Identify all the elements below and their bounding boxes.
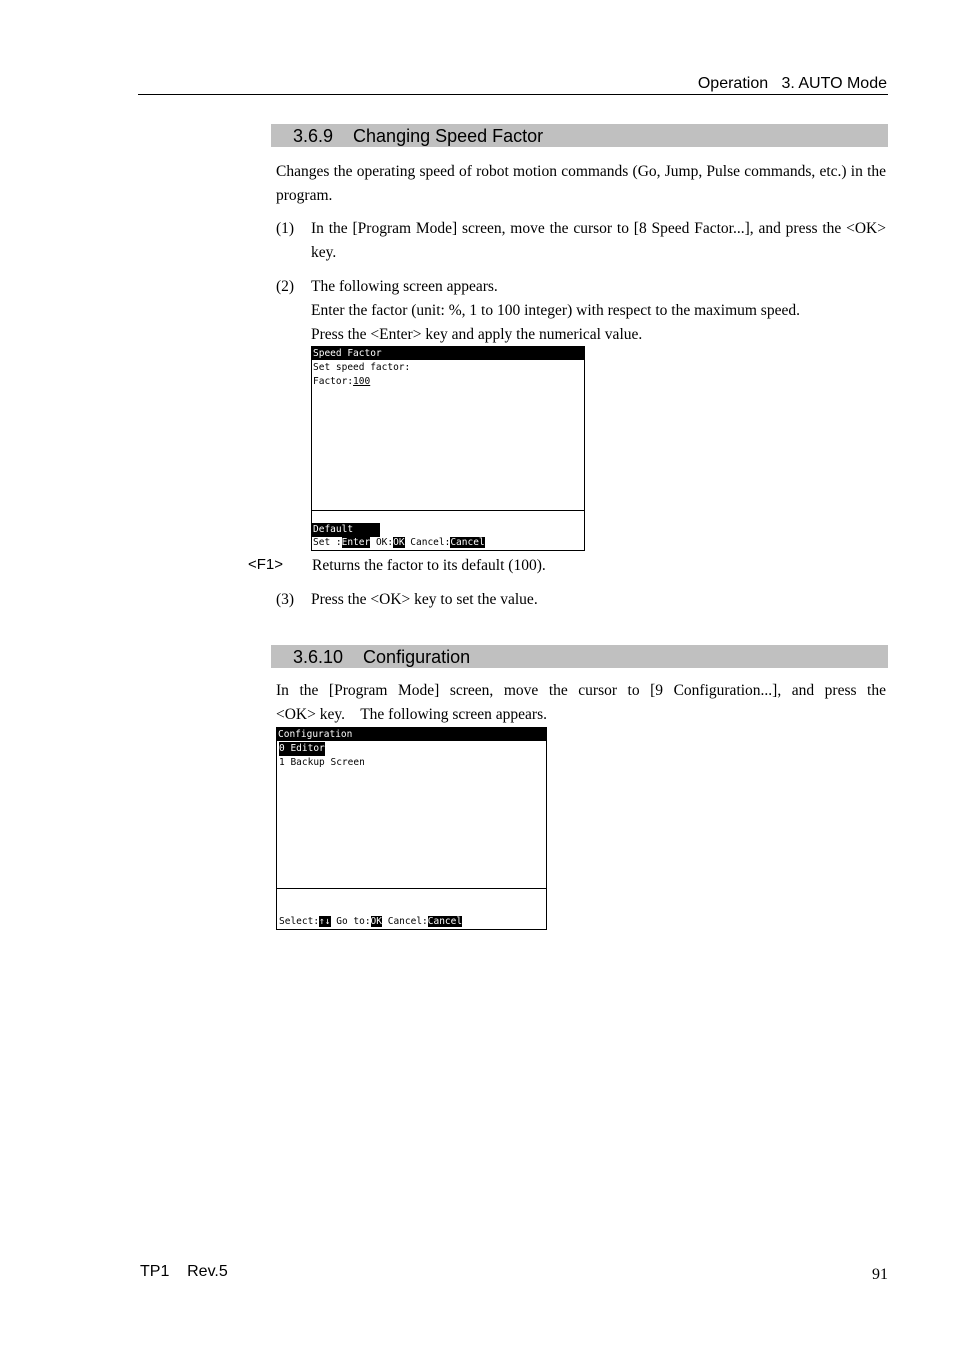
step-text-line: The following screen appears. bbox=[311, 278, 498, 295]
running-header: Operation 3. AUTO Mode bbox=[697, 75, 887, 92]
cancel-key[interactable]: Cancel bbox=[427, 916, 463, 927]
intro-line: <OK> key. The following screen appears. bbox=[276, 706, 548, 723]
ok-key[interactable]: OK bbox=[393, 537, 405, 548]
step-text-line: Enter the factor (unit: %, 1 to 100 integer) with respect to the maximum speed. bbox=[311, 302, 800, 319]
page-number: 91 bbox=[872, 1266, 888, 1283]
cancel-label: Cancel: bbox=[404, 537, 451, 548]
factor-input[interactable]: 100 bbox=[353, 376, 371, 387]
key-guide-row bbox=[313, 536, 485, 550]
configuration-screen bbox=[276, 727, 547, 930]
select-label: Select: bbox=[279, 916, 320, 927]
menu-item-editor[interactable]: 0 Editor bbox=[279, 743, 325, 754]
factor-label: Factor: bbox=[313, 376, 354, 387]
key-guide-row bbox=[279, 915, 462, 929]
section-title: 3.6.9 Changing Speed Factor bbox=[293, 126, 544, 146]
arrow-keys-icon[interactable]: ↑↓ bbox=[319, 916, 331, 927]
menu-item-backup-screen[interactable]: 1 Backup Screen bbox=[279, 757, 365, 768]
f1-description: Returns the factor to its default (100). bbox=[312, 557, 546, 574]
speed-factor-screen bbox=[311, 346, 585, 551]
screen-separator bbox=[312, 510, 584, 511]
step-text-line: Press the <Enter> key and apply the numerical value. bbox=[311, 326, 643, 343]
screen-separator bbox=[277, 888, 546, 889]
default-softkey[interactable]: Default bbox=[312, 523, 380, 537]
factor-row bbox=[313, 375, 370, 389]
section-title: 3.6.10 Configuration bbox=[293, 647, 471, 667]
screen-title: Configuration bbox=[277, 728, 546, 741]
header-rule bbox=[138, 94, 888, 95]
f1-key-label: <F1> bbox=[248, 556, 284, 573]
screen-title: Speed Factor bbox=[312, 347, 584, 360]
step-text: Press the <OK> key to set the value. bbox=[311, 591, 538, 608]
intro-paragraph: Changes the operating speed of robot motion commands (Go, Jump, Pulse commands, etc.) in the program. bbox=[276, 163, 886, 204]
footer-doc-id: TP1 Rev.5 bbox=[140, 1263, 228, 1280]
enter-key[interactable]: Enter bbox=[341, 537, 371, 548]
step-text: In the [Program Mode] screen, move the cursor to [8 Speed Factor...], and press the <OK> key. bbox=[311, 220, 886, 261]
step-number: (2) bbox=[276, 278, 295, 295]
section-heading-bar bbox=[271, 124, 888, 147]
cancel-label: Cancel: bbox=[382, 916, 428, 927]
intro-line: In the [Program Mode] screen, move the cursor to [9 Configuration...], and press the bbox=[276, 682, 886, 699]
step-number: (3) bbox=[276, 591, 295, 608]
section-heading-bar bbox=[271, 645, 888, 668]
ok-key[interactable]: OK bbox=[370, 916, 382, 927]
goto-label: Go to: bbox=[330, 916, 371, 927]
set-label: Set : bbox=[313, 537, 342, 548]
cancel-key[interactable]: Cancel bbox=[450, 537, 485, 548]
ok-label: OK: bbox=[370, 537, 394, 548]
screen-prompt: Set speed factor: bbox=[313, 362, 411, 373]
step-number: (1) bbox=[276, 220, 295, 237]
